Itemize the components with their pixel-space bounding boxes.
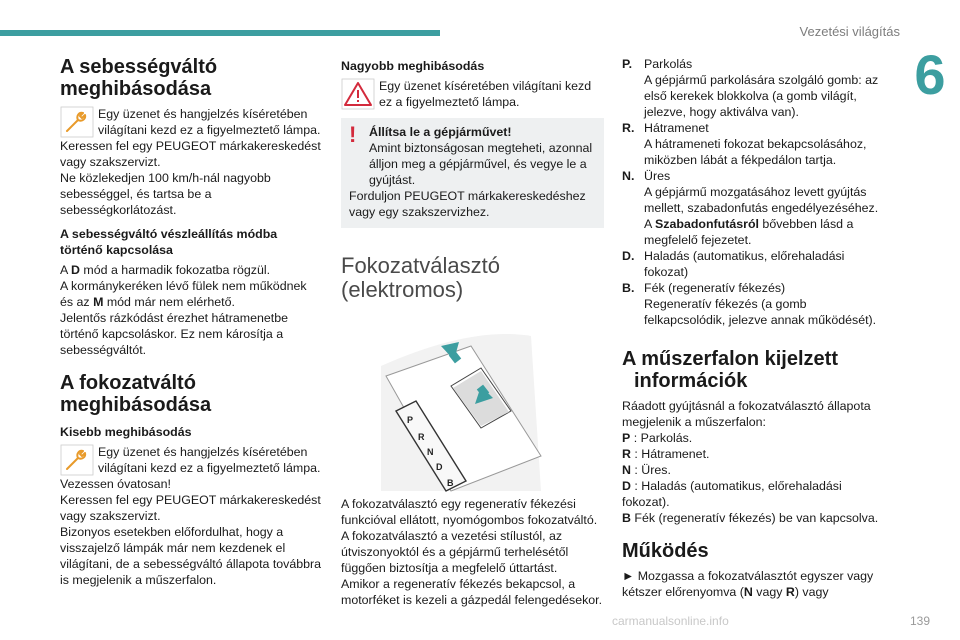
mode-name: Parkolás <box>644 57 693 71</box>
paragraph: A fokozatválasztó egy regeneratív fékezési funkcióval ellátott, nyomógombos fokozatváltó. <box>341 497 598 527</box>
mode-name: Haladás (automatikus, előrehaladási fokozat) <box>644 249 845 279</box>
header-accent-bar <box>0 30 440 36</box>
alert-row <box>341 78 604 110</box>
mode-list <box>622 56 887 328</box>
watermark: carmanualsonline.info <box>612 614 729 628</box>
column-left <box>60 56 322 588</box>
title-line: információk <box>634 370 748 392</box>
warning-box <box>341 118 604 228</box>
mode-key: N. <box>622 169 635 183</box>
subheading-emergency-mode: A sebességváltó vészleállítás módba történő kapcsolása <box>60 227 278 257</box>
section-title-gearbox-fault <box>60 56 322 100</box>
wrench-warning-icon <box>60 106 94 138</box>
text: ) vagy <box>794 585 829 599</box>
alert-text: Egy üzenet és hangjelzés kíséretében világítani kezd ez a figyelmeztető lámpa. <box>98 107 321 137</box>
mode-name: Hátramenet <box>644 121 709 135</box>
paragraph: Keressen fel egy PEUGEOT márkakereskedést vagy szakszervizt. <box>60 493 321 523</box>
alert-row <box>60 106 322 138</box>
text: mód már nem elérhető. <box>103 295 235 309</box>
paragraph: Ne közlekedjen 100 km/h-nál nagyobb sebességgel, és tartsa be a sebességkorlátozást. <box>60 171 271 217</box>
state-line <box>622 478 887 510</box>
section-title-selector-fault <box>60 372 322 416</box>
warning-content <box>369 124 596 188</box>
warning-text: Forduljon PEUGEOT márkakereskedéshez vagy egy szakszervizhez. <box>349 189 586 219</box>
mode-key: R. <box>622 121 635 135</box>
subheading-major-fault: Nagyobb meghibásodás <box>341 59 485 73</box>
chapter-number: 6 <box>914 43 946 106</box>
running-title: Vezetési világítás <box>799 24 900 39</box>
title-line: A műszerfalon kijelzett <box>622 348 838 370</box>
mode-item-p <box>622 56 887 120</box>
text-bold: Szabadonfutásról <box>655 217 759 231</box>
mode-item-r <box>622 120 887 168</box>
title-line: Fokozatválasztó <box>341 253 500 278</box>
paragraph: Ráadott gyújtásnál a fokozatválasztó állapota megjelenik a műszerfalon: <box>622 399 871 429</box>
paragraph: A fokozatválasztó a vezetési stílustól, az útviszonyoktól és a gépjármű terhelésétől függően biztosítja a megfelelő úttartást. <box>341 529 569 575</box>
alert-text: Egy üzenet és hangjelzés kíséretében világítani kezd ez a figyelmeztető lámpa. <box>98 445 321 475</box>
text: ► Mozgassa a fokozatválasztót egyszer vagy kétszer előrenyomva ( <box>622 569 874 599</box>
mode-desc: A gépjármű parkolására szolgáló gomb: az első kerekek blokkolva (a gomb világít, jelezve, hogy aktiválva van). <box>644 73 879 119</box>
mode-letter: R <box>785 585 795 599</box>
paragraph: Keressen fel egy PEUGEOT márkakereskedést vagy szakszervizt. <box>60 139 321 169</box>
mode-desc: A hátrameneti fokozat bekapcsolásához, miközben lábát a fékpedálon tartja. <box>644 137 867 167</box>
column-right <box>622 56 887 600</box>
text: A kormánykeréken lévő fülek nem működnek és az <box>60 279 307 309</box>
selector-label-d: D <box>436 462 443 472</box>
text: mód a harmadik fokozatba rögzül. <box>79 263 271 277</box>
mode-key: D. <box>622 249 635 263</box>
text: A <box>60 263 72 277</box>
column-middle <box>341 56 604 608</box>
state-value: : Haladás (automatikus, előrehaladási fokozat). <box>622 479 842 509</box>
state-value: Fék (regeneratív fékezés) be van kapcsolva. <box>630 511 879 525</box>
mode-desc <box>622 184 887 248</box>
text: vagy <box>752 585 786 599</box>
warning-title: Állítsa le a gépjárművet! <box>369 125 512 139</box>
paragraph: Amikor a regeneratív fékezés bekapcsol, a motorféket is kezeli a gázpedál felengedésekor. <box>341 577 603 607</box>
wrench-warning-icon <box>60 444 94 476</box>
paragraph <box>622 568 887 600</box>
mode-key: B. <box>622 281 635 295</box>
state-line <box>622 462 887 478</box>
state-line <box>622 430 887 446</box>
paragraph: Vezessen óvatosan! <box>60 477 171 491</box>
paragraph: Jelentős rázkódást érezhet hátramenetbe történő kapcsoláskor. Ez nem károsítja a sebességváltót. <box>60 311 288 357</box>
exclamation-icon: ! <box>349 122 357 147</box>
section-title-instrument-panel <box>622 348 887 392</box>
warning-row <box>349 124 596 188</box>
subheading-minor-fault: Kisebb meghibásodás <box>60 425 192 439</box>
mode-item-b <box>622 280 887 328</box>
state-key: B <box>622 511 631 525</box>
mode-desc: Regeneratív fékezés (a gomb felkapcsolódik, jelezve annak működését). <box>644 297 877 327</box>
selector-label-n: N <box>427 447 434 457</box>
state-value: : Hátramenet. <box>630 447 710 461</box>
mode-item-d <box>622 248 887 280</box>
gear-selector-drawing <box>341 316 604 496</box>
state-key: N <box>622 463 631 477</box>
selector-label-r: R <box>418 432 425 442</box>
state-key: D <box>622 479 631 493</box>
mode-letter: D <box>71 263 80 277</box>
title-line: meghibásodása <box>60 394 212 416</box>
paragraph <box>60 278 322 310</box>
paragraph <box>60 262 322 278</box>
mode-name: Üres <box>644 169 671 183</box>
section-title-electric-selector <box>341 254 604 302</box>
triangle-warning-icon <box>341 78 375 110</box>
title-line: meghibásodása <box>60 78 212 100</box>
alert-text: Egy üzenet kíséretében világítani kezd ez a figyelmeztető lámpa. <box>379 79 592 109</box>
title-line: (elektromos) <box>341 277 464 302</box>
mode-key: P. <box>622 57 633 71</box>
mode-letter: N <box>743 585 753 599</box>
section-title-operation: Működés <box>622 540 709 562</box>
state-line <box>622 446 887 462</box>
selector-label-b: B <box>447 478 454 488</box>
state-value: : Üres. <box>630 463 671 477</box>
title-line: A fokozatváltó <box>60 372 196 394</box>
state-key: R <box>622 447 631 461</box>
page-number: 139 <box>909 614 930 628</box>
paragraph: Bizonyos esetekben előfordulhat, hogy a visszajelző lámpák már nem kezdenek el világítani, de a sebességváltó állapota továbbra is megjelenik a műszerfalon. <box>60 525 322 587</box>
mode-letter: M <box>93 295 104 309</box>
selector-label-p: P <box>407 415 414 425</box>
title-line: A sebességváltó <box>60 56 218 78</box>
state-value: : Parkolás. <box>630 431 693 445</box>
text: bővebben lásd a megfelelő fejezetet. <box>644 217 854 247</box>
warning-text: Amint biztonságosan megteheti, azonnal álljon meg a gépjárművel, és vegye le a gyújtást. <box>369 141 593 187</box>
text: A gépjármű mozgatásához levett gyújtás mellett, szabadonfutás engedélyezéséhez. A <box>644 185 879 231</box>
mode-name: Fék (regeneratív fékezés) <box>644 281 786 295</box>
state-line <box>622 510 887 526</box>
mode-item-n <box>622 168 887 248</box>
state-key: P <box>622 431 631 445</box>
alert-row <box>60 444 322 476</box>
gear-selector-illustration <box>341 316 604 496</box>
